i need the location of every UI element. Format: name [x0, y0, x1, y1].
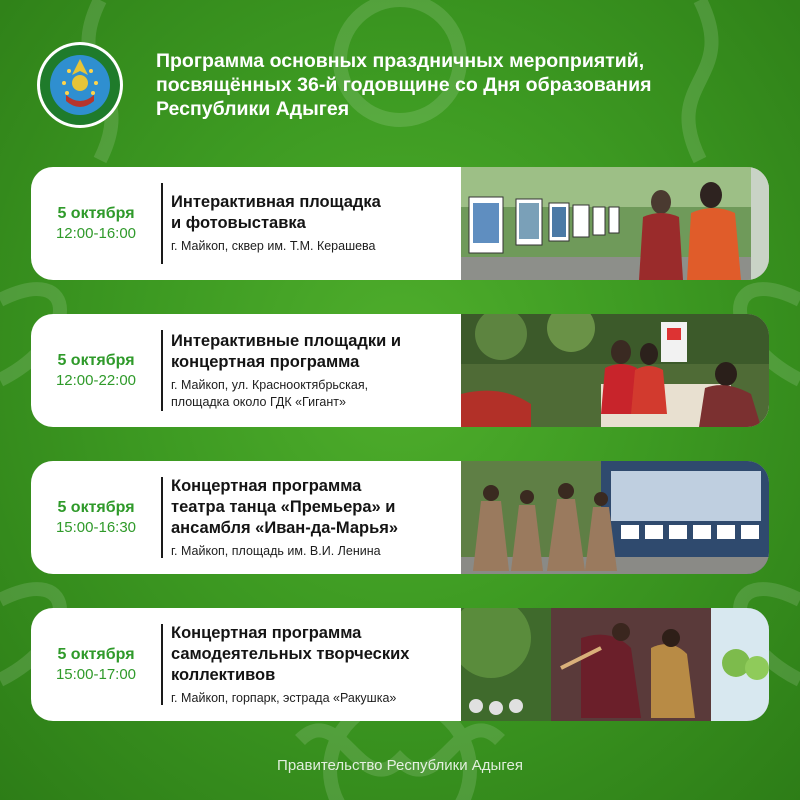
event-time: 15:00-17:00	[55, 666, 137, 683]
event-datetime	[31, 167, 161, 280]
footer-credit: Правительство Республики Адыгея	[277, 757, 523, 774]
event-photo-dance-ensemble	[461, 461, 769, 574]
event-title: Интерактивная площадка и фотовыставка	[171, 193, 381, 232]
event-photo-interactive-stands	[461, 314, 769, 427]
event-datetime	[31, 314, 161, 427]
event-info	[171, 461, 461, 574]
event-date: 5 октября	[57, 352, 135, 369]
event-time: 12:00-22:00	[55, 372, 137, 389]
event-photo-exhibition	[461, 167, 769, 280]
divider	[161, 183, 163, 264]
event-time: 15:00-16:30	[55, 519, 137, 536]
event-location: г. Майкоп, площадь им. В.И. Ленина	[171, 543, 381, 558]
event-info	[171, 608, 461, 721]
event-datetime	[31, 608, 161, 721]
divider	[161, 477, 163, 558]
event-title: Концертная программа театра танца «Премьера» и ансамбля «Иван-да-Марья»	[171, 476, 399, 537]
event-card	[31, 461, 769, 574]
divider	[161, 330, 163, 411]
event-title: Интерактивные площадки и концертная программа	[171, 331, 401, 371]
event-time: 12:00-16:00	[55, 225, 137, 242]
event-card	[31, 608, 769, 721]
adygea-coat-of-arms-emblem	[36, 41, 124, 129]
event-info	[171, 167, 461, 280]
event-card	[31, 167, 769, 280]
divider	[161, 624, 163, 705]
event-datetime	[31, 461, 161, 574]
event-photo-stage-performance	[461, 608, 769, 721]
event-location: г. Майкоп, ул. Краснооктябрьская, площадка около ГДК «Гигант»	[171, 377, 369, 409]
event-date: 5 октября	[57, 646, 135, 663]
event-title: Концертная программа самодеятельных творческих коллективов	[171, 623, 410, 684]
event-location: г. Майкоп, горпарк, эстрада «Ракушка»	[171, 690, 397, 705]
page-title: Программа основных праздничных мероприятий, посвящённых 36-й годовщине со Дня образования Республики Адыгея	[156, 50, 652, 120]
header	[36, 40, 766, 130]
event-info	[171, 314, 461, 427]
event-date: 5 октября	[57, 205, 135, 222]
event-location: г. Майкоп, сквер им. Т.М. Керашева	[171, 239, 376, 253]
event-date: 5 октября	[57, 499, 135, 516]
event-card	[31, 314, 769, 427]
